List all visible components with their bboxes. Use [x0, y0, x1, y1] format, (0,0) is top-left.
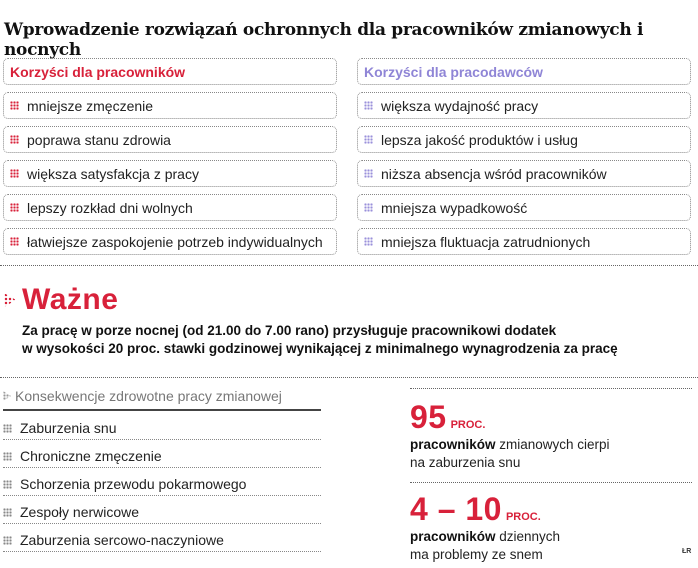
employer-benefits-header: Korzyści dla pracodawców — [357, 58, 691, 85]
stat-number: 4 – 10 — [410, 491, 502, 527]
health-consequences — [3, 388, 321, 557]
dot-grid-icon — [364, 237, 373, 246]
stat-description — [410, 528, 692, 564]
list-item-label: mniejsze zmęczenie — [27, 97, 154, 114]
list-item — [3, 501, 321, 524]
stat-rest: dziennych — [495, 529, 561, 544]
dot-grid-icon — [364, 203, 373, 212]
dot-grid-icon — [3, 508, 12, 517]
page-title: Wprowadzenie rozwiązań ochronnych dla pracowników zmianowych i nocnych — [4, 20, 644, 60]
list-item-label: łatwiejsze zaspokojenie potrzeb indywidualnych — [27, 233, 323, 250]
stat-block — [410, 399, 692, 472]
list-item — [3, 126, 337, 153]
list-item — [3, 92, 337, 119]
list-item — [3, 194, 337, 221]
dot-grid-icon — [10, 135, 19, 144]
list-item — [3, 417, 321, 440]
list-item-label: mniejsza wypadkowość — [381, 199, 528, 216]
dot-grid-icon — [3, 536, 12, 545]
list-item-label: niższa absencja wśród pracowników — [381, 165, 607, 182]
list-item — [357, 92, 691, 119]
list-item-label: Schorzenia przewodu pokarmowego — [20, 476, 247, 492]
stat-bold: pracowników — [410, 437, 496, 452]
list-item — [357, 126, 691, 153]
stat-value — [410, 399, 692, 436]
stat-block — [410, 491, 692, 564]
section-divider — [0, 265, 698, 266]
stat-description — [410, 436, 692, 472]
list-item — [3, 228, 337, 255]
dot-grid-icon — [3, 424, 12, 433]
list-item-label: Zaburzenia snu — [20, 420, 117, 436]
list-item-label: Zespoły nerwicowe — [20, 504, 140, 520]
stat-bold: pracowników — [410, 529, 496, 544]
dot-grid-icon — [364, 101, 373, 110]
employee-benefits — [3, 58, 337, 262]
important-title: Ważne — [22, 283, 119, 316]
dotted-arrow-icon — [3, 391, 11, 401]
dot-grid-icon — [10, 169, 19, 178]
list-item — [357, 228, 691, 255]
stat-rest: zmianowych cierpi — [495, 437, 610, 452]
employee-benefits-header: Korzyści dla pracowników — [3, 58, 337, 85]
stat-unit: PROC. — [505, 511, 541, 523]
dot-grid-icon — [364, 135, 373, 144]
stat-line2: ma problemy ze snem — [410, 547, 543, 562]
section-divider — [0, 377, 698, 378]
health-consequences-header — [3, 388, 321, 411]
dot-grid-icon — [10, 203, 19, 212]
dot-grid-icon — [10, 237, 19, 246]
list-item — [357, 160, 691, 187]
list-item-label: większa wydajność pracy — [381, 97, 539, 114]
list-item-label: lepszy rozkład dni wolnych — [27, 199, 193, 216]
dot-grid-icon — [3, 452, 12, 461]
dot-grid-icon — [364, 169, 373, 178]
stat-value — [410, 491, 692, 528]
stat-unit: PROC. — [450, 419, 486, 431]
list-item-label: mniejsza fluktuacja zatrudnionych — [381, 233, 591, 250]
stat-divider — [410, 388, 692, 389]
list-item-label: poprawa stanu zdrowia — [27, 131, 171, 148]
list-item-label: Zaburzenia sercowo-naczyniowe — [20, 532, 224, 548]
stat-divider — [410, 482, 692, 483]
dot-grid-icon — [10, 101, 19, 110]
list-item-label: lepsza jakość produktów i usług — [381, 131, 578, 148]
list-item — [3, 529, 321, 552]
important-text — [22, 322, 682, 358]
stat-number: 95 — [410, 399, 447, 435]
dotted-arrow-icon — [4, 293, 16, 307]
list-item — [3, 160, 337, 187]
health-header-label: Konsekwencje zdrowotne pracy zmianowej — [15, 388, 282, 404]
author-credit: ŁR — [682, 548, 692, 555]
list-item — [357, 194, 691, 221]
stat-line2: na zaburzenia snu — [410, 455, 521, 470]
employer-benefits — [357, 58, 691, 262]
statistics — [410, 388, 692, 564]
list-item-label: większa satysfakcja z pracy — [27, 165, 199, 182]
list-item — [3, 473, 321, 496]
dot-grid-icon — [3, 480, 12, 489]
important-line: Za pracę w porze nocnej (od 21.00 do 7.00 rano) przysługuje pracownikowi dodatek — [22, 323, 557, 338]
important-line: w wysokości 20 proc. stawki godzinowej wynikającej z minimalnego wynagrodzenia za pracę — [22, 341, 618, 356]
list-item-label: Chroniczne zmęczenie — [20, 448, 162, 464]
list-item — [3, 445, 321, 468]
